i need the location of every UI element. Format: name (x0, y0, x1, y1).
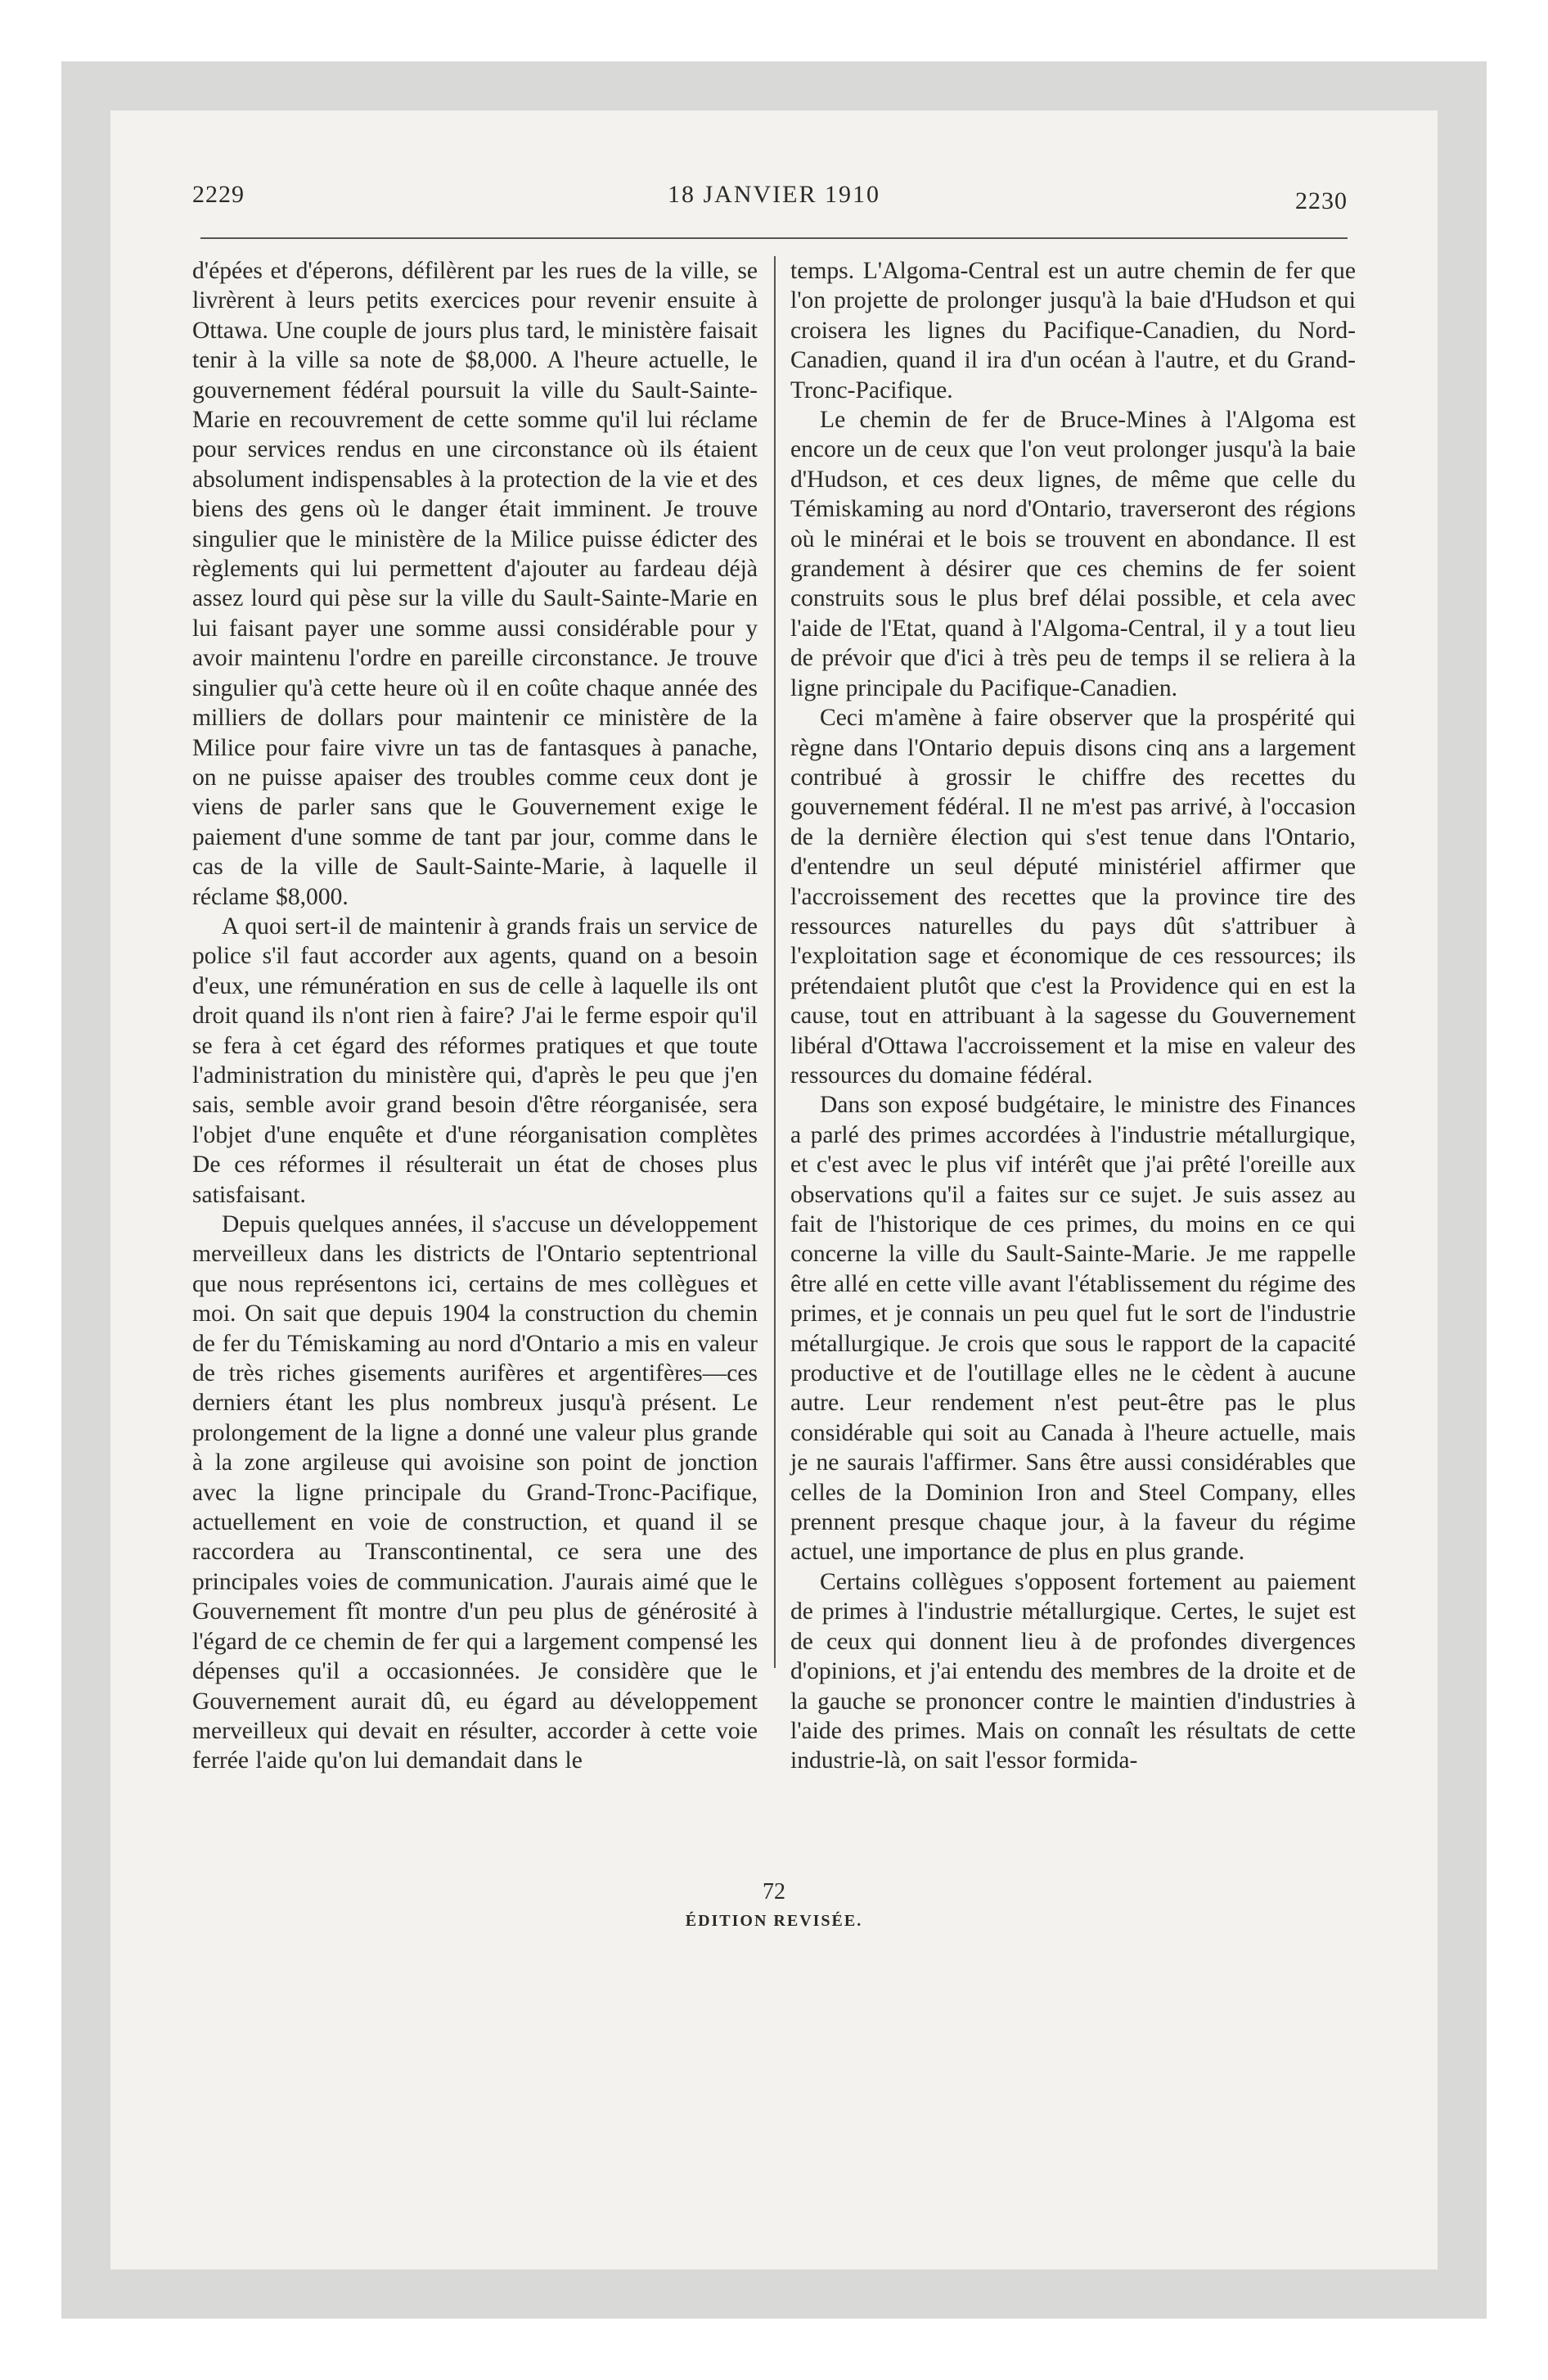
right-paragraph-1: temps. L'Algoma-Central est un autre chemin de fer que l'on projette de prolonger jusqu'à la baie d'Hudson et qui croisera les lignes du Pacifique-Canadien, du Nord-Canadien, quand il ira d'un océan à l'autre, et du Grand-Tronc-Pacifique. (790, 258, 1356, 403)
right-paragraph-2: Le chemin de fer de Bruce-Mines à l'Algoma est encore un de ceux que l'on veut prolonger jusqu'à la baie d'Hudson, et ces deux lignes, de même que celle du Témiskaming au nord d'Ontario, traverseront des régions où le minérai et le bois se trouvent en abondance. Il est grandement à désirer que ces chemins de fer soient construits sous le plus bref délai possible, et cela avec l'aide de l'Etat, quand à l'Algoma-Central, il y a tout lieu de prévoir que d'ici à très peu de temps il se reliera à la ligne principale du Pacifique-Canadien. (790, 407, 1356, 701)
right-paragraph-3: Ceci m'amène à faire observer que la prospérité qui règne dans l'Ontario depuis disons cinq ans a largement contribué à grossir le chiffre des recettes du gouvernement fédéral. Il ne m'est pas arrivé, à l'occasion de la dernière élection qui s'est tenue dans l'Ontario, d'entendre un seul député ministériel affirmer que l'accroissement des recettes que la province tire des ressources naturelles du pays dût s'attribuer à l'exploitation sage et économique de ces ressources; ils prétendaient plutôt que c'est la Providence qui en est la cause, tout en attribuant à la sagesse du Gouvernement libéral d'Ottawa l'accroissement et la mise en valeur des ressources du domaine fédéral. (790, 705, 1356, 1089)
running-head (110, 181, 1438, 222)
right-column (790, 256, 1356, 1776)
left-paragraph-2: A quoi sert-il de maintenir à grands frais un service de police s'il faut accorder aux agents, quand on a besoin d'eux, une rémunération en sus de celle à laquelle ils ont droit quand ils n'ont rien à faire? J'ai le ferme espoir qu'il se fera à cet égard des réformes pratiques et que toute l'administration du ministère qui, d'après le peu que j'en sais, semble avoir grand besoin d'être réorganisée, sera l'objet d'une enquête et d'une réorganisation complètes De ces réformes il résulterait un état de choses plus satisfaisant. (192, 913, 758, 1208)
text-columns (192, 256, 1356, 1930)
left-paragraph-3: Depuis quelques années, il s'accuse un développement merveilleux dans les districts de l'Ontario septentrional que nous représentons ici, certains de mes collègues et moi. On sait que depuis 1904 la construction du chemin de fer du Témiskaming au nord d'Ontario a mis en valeur de très riches gisements aurifères et argentifères—ces derniers étant les plus nombreux jusqu'à présent. Le prolongement de la ligne a donné une valeur plus grande à la zone argileuse qui avoisine son point de jonction avec la ligne principale du Grand-Tronc-Pacifique, actuellement en voie de construction, et quand il se raccordera au Transcontinental, ce sera une des principales voies de communication. J'aurais aimé que le Gouvernement fît montre d'un peu plus de générosité à l'égard de ce chemin de fer qui a largement compensé les dépenses qu'il a occasionnées. Je considère que le Gouvernement aurait dû, eu égard au développement merveilleux qui devait en résulter, accorder à cette voie ferrée l'aide qu'on lui demandait dans le (192, 1211, 758, 1774)
right-paragraph-4: Dans son exposé budgétaire, le ministre des Finances a parlé des primes accordées à l'industrie métallurgique, et c'est avec le plus vif intérêt que j'ai prêté l'oreille aux observations qu'il a faites sur ce sujet. Je suis assez au fait de l'historique de ces primes, du moins en ce qui concerne la ville du Sault-Sainte-Marie. Je me rappelle être allé en cette ville avant l'établissement du régime des primes, et je connais un peu quel fut le sort de l'industrie métallurgique. Je crois que sous le rapport de la capacité productive et de l'outillage elles ne le cèdent à aucune autre. Leur rendement n'est peut-être pas le plus considérable qui soit au Canada à l'heure actuelle, mais je ne saurais l'affirmer. Sans être aussi considérables que celles de la Dominion Iron and Steel Company, elles prennent presque chaque jour, à la faveur du régime actuel, une importance de plus en plus grande. (790, 1092, 1356, 1566)
left-column (192, 256, 758, 1776)
page-number-left: 2229 (192, 181, 245, 208)
footer-edition-note: ÉDITION REVISÉE. (685, 1912, 863, 1930)
left-paragraph-1: d'épées et d'éperons, défilèrent par les rues de la ville, se livrèrent à leurs petits exercices pour revenir ensuite à Ottawa. Une couple de jours plus tard, le ministère faisait tenir à la ville sa note de $8,000. A l'heure actuelle, le gouvernement fédéral poursuit la ville du Sault-Sainte-Marie en recouvrement de cette somme qu'il lui réclame pour services rendus en une circonstance où ils étaient absolument indispensables à la protection de la vie et des biens des gens où le danger était imminent. Je trouve singulier que le ministère de la Milice puisse édicter des règlements qui lui permettent d'ajouter au fardeau déjà assez lourd qui pèse sur la ville du Sault-Sainte-Marie en lui faisant payer une somme aussi considérable pour y avoir maintenu l'ordre en pareille circonstance. Je trouve singulier qu'à cette heure où il en coûte chaque année des milliers de dollars pour maintenir ce ministère de la Milice pour faire vivre un tas de fantasques à panache, on ne puisse apaiser des troubles comme ceux dont je viens de parler sans que le Gouvernement exige le paiement d'une somme de tant par jour, comme dans le cas de la ville de Sault-Sainte-Marie, à laquelle il réclame $8,000. (192, 258, 758, 910)
page-header-title: 18 JANVIER 1910 (668, 181, 880, 208)
column-divider (774, 256, 776, 1668)
document-page (110, 110, 1438, 2270)
header-rule (200, 237, 1348, 239)
right-paragraph-5: Certains collègues s'opposent fortement au paiement de primes à l'industrie métallurgique. Certes, le sujet est de ceux qui donnent lieu à de profondes divergences d'opinions, et j'ai entendu des membres de la droite et de la gauche se prononcer contre le maintien d'industries à l'aide des primes. Mais on connaît les résultats de cette industrie-là, on sait l'essor formida- (790, 1568, 1356, 1774)
footer-page-number: 72 (763, 1879, 785, 1904)
page-number-right: 2230 (1295, 187, 1348, 214)
scan-background (61, 61, 1487, 2319)
